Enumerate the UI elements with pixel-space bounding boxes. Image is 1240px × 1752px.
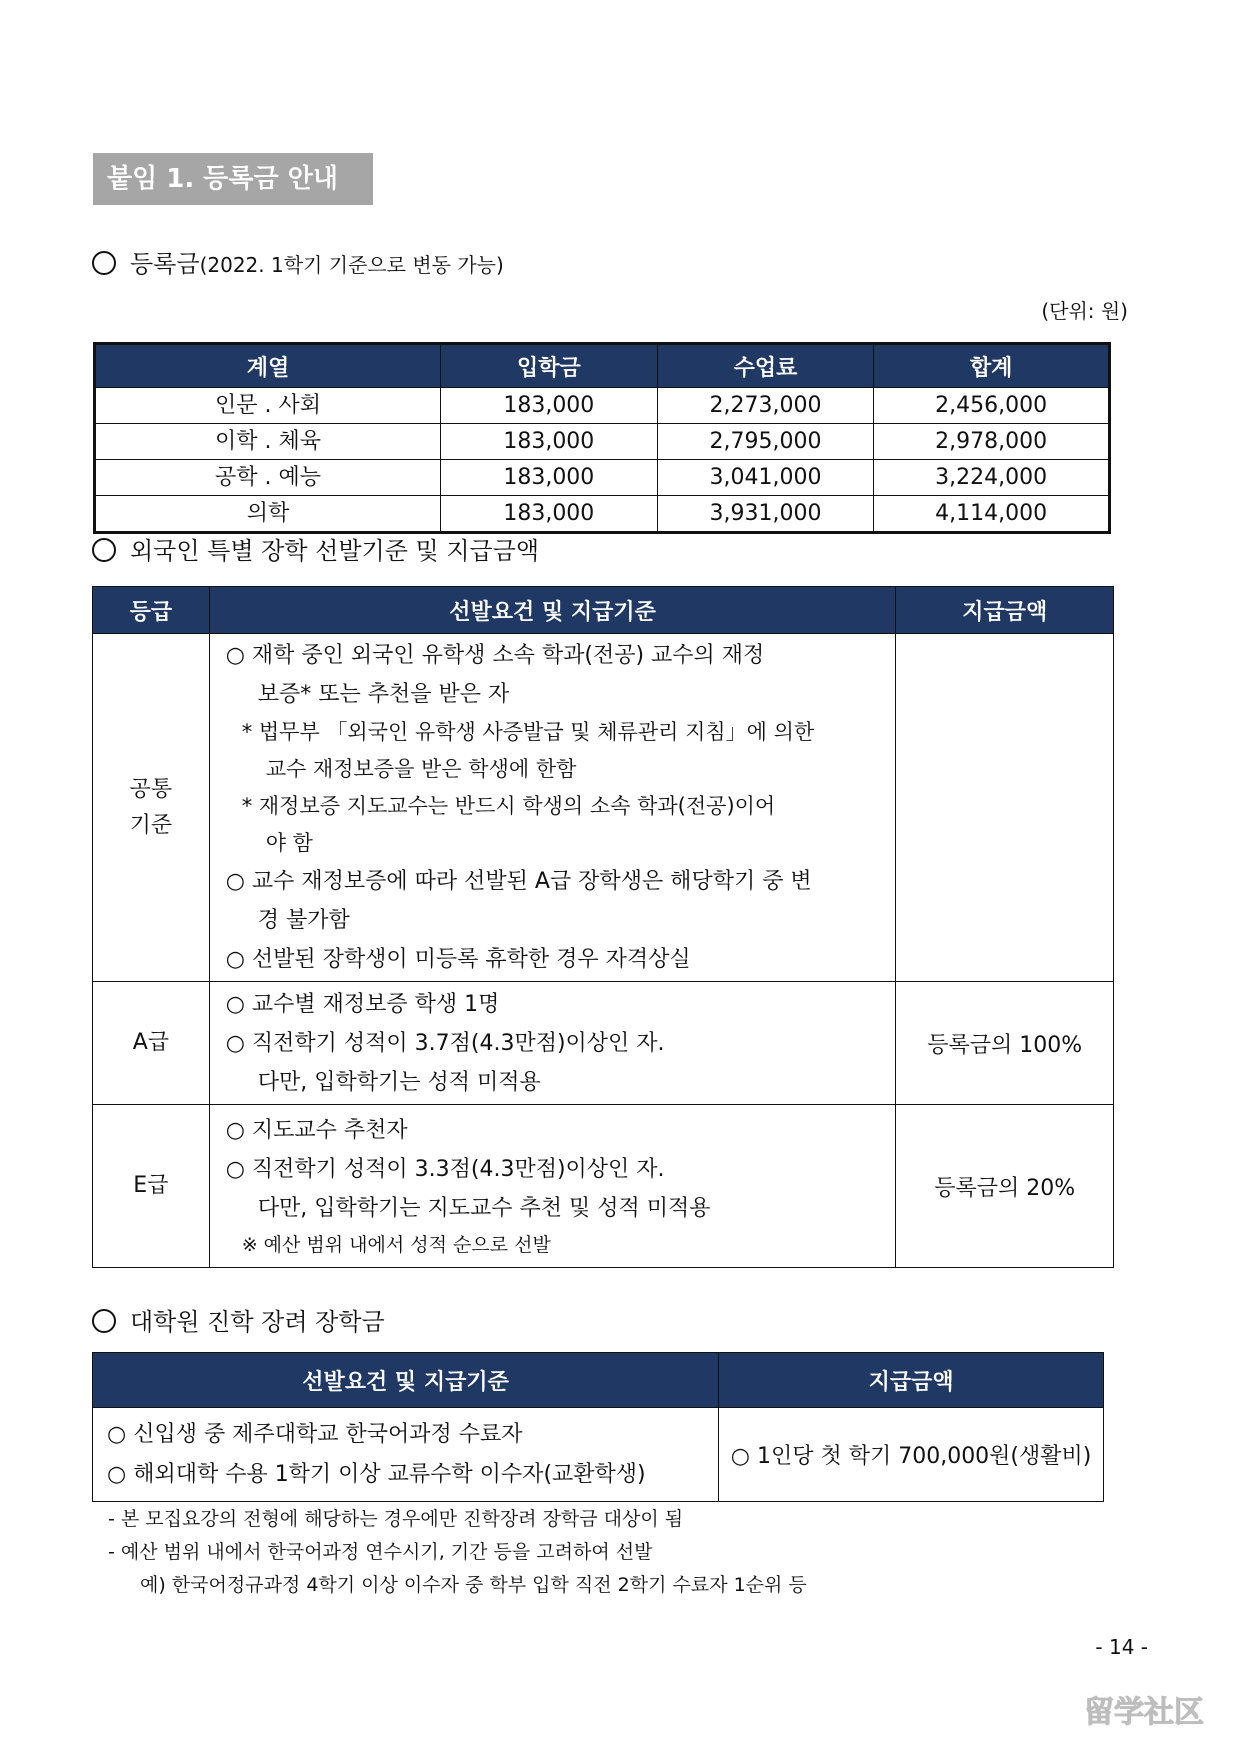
section3-title: 대학원 진학 장려 장학금 — [130, 1308, 385, 1336]
cell: 의학 — [95, 496, 441, 533]
section2-heading — [92, 535, 539, 567]
criteria-footnote: * 법무부 「외국인 유학생 사증발급 및 체류관리 지침」에 의한 — [241, 720, 815, 744]
cell: 183,000 — [441, 424, 658, 460]
col-header: 지급금액 — [896, 587, 1114, 634]
criteria-cell — [93, 1408, 719, 1502]
col-header: 등급 — [93, 587, 210, 634]
col-header: 지급금액 — [719, 1353, 1104, 1408]
cell: 3,224,000 — [874, 460, 1110, 496]
cell: 183,000 — [441, 388, 658, 424]
cell: 공학 . 예능 — [95, 460, 441, 496]
col-header: 선발요건 및 지급기준 — [209, 587, 896, 634]
col-header: 선발요건 및 지급기준 — [93, 1353, 719, 1408]
criteria-line: 다만, 입학학기는 지도교수 추천 및 성적 미적용 — [257, 1195, 711, 1221]
circle-bullet-icon — [92, 538, 116, 562]
table-row — [93, 1105, 1114, 1268]
criteria-line: ○ 지도교수 추천자 — [225, 1117, 408, 1143]
footnote-1: - 본 모집요강의 전형에 해당하는 경우에만 진학장려 장학금 대상이 됨 — [108, 1508, 684, 1530]
footnote-2: - 예산 범위 내에서 한국어과정 연수시기, 기간 등을 고려하여 선발 — [108, 1541, 653, 1563]
criteria-line: ○ 선발된 장학생이 미등록 휴학한 경우 자격상실 — [225, 947, 691, 972]
watermark-logo — [1064, 1682, 1224, 1742]
criteria-footnote: * 재정보증 지도교수는 반드시 학생의 소속 학과(전공)이어 — [241, 794, 776, 818]
scholarship-criteria-table — [92, 586, 1114, 1268]
cell: 2,978,000 — [874, 424, 1110, 460]
amount-cell: ○ 1인당 첫 학기 700,000원(생활비) — [719, 1408, 1104, 1502]
criteria-line: ○ 직전학기 성적이 3.3점(4.3만점)이상인 자. — [225, 1156, 665, 1182]
section3-heading — [92, 1306, 385, 1338]
graduate-scholarship-table — [92, 1352, 1104, 1502]
table-row — [95, 460, 1110, 496]
criteria-line: ○ 교수별 재정보증 학생 1명 — [225, 991, 500, 1017]
cell: 2,795,000 — [657, 424, 874, 460]
cell: 3,041,000 — [657, 460, 874, 496]
appendix-title: 붙임 1. 등록금 안내 — [93, 153, 373, 205]
table-row — [93, 982, 1114, 1105]
col-header: 입학금 — [441, 344, 658, 388]
page-number: - 14 - — [1095, 1635, 1148, 1659]
criteria-line: ○ 재학 중인 외국인 유학생 소속 학과(전공) 교수의 재정 — [225, 643, 765, 668]
grade-label: 공통 — [129, 776, 173, 802]
criteria-line: ○ 교수 재정보증에 따라 선발된 A급 장학생은 해당학기 중 변 — [225, 869, 812, 894]
table-header-row — [93, 587, 1114, 634]
table-header-row — [93, 1353, 1104, 1408]
cell: 183,000 — [441, 460, 658, 496]
criteria-line: ○ 직전학기 성적이 3.7점(4.3만점)이상인 자. — [225, 1030, 665, 1056]
criteria-line: ○ 신입생 중 제주대학교 한국어과정 수료자 — [107, 1421, 523, 1447]
grade-cell — [93, 634, 210, 982]
unit-label: (단위: 원) — [1041, 299, 1128, 323]
cell: 2,273,000 — [657, 388, 874, 424]
cell: 183,000 — [441, 496, 658, 533]
section1-subtitle: (2022. 1학기 기준으로 변동 가능) — [199, 253, 504, 277]
cell: 2,456,000 — [874, 388, 1110, 424]
criteria-line: 다만, 입학학기는 성적 미적용 — [257, 1069, 541, 1095]
col-header: 계열 — [95, 344, 441, 388]
table-row — [95, 496, 1110, 533]
criteria-line: 보증* 또는 추천을 받은 자 — [257, 682, 510, 707]
circle-bullet-icon — [92, 251, 116, 275]
tuition-table — [93, 342, 1111, 534]
cell: 이학 . 체육 — [95, 424, 441, 460]
section1-heading — [92, 248, 504, 281]
table-row — [93, 634, 1114, 982]
criteria-cell — [209, 1105, 896, 1268]
grade-cell: A급 — [93, 982, 210, 1105]
table-row — [93, 1408, 1104, 1502]
grade-label: 기준 — [129, 812, 173, 838]
cell: 인문 . 사회 — [95, 388, 441, 424]
section1-title: 등록금 — [130, 250, 200, 278]
criteria-line: 경 불가함 — [257, 908, 350, 933]
table-row — [95, 388, 1110, 424]
criteria-line: ○ 해외대학 수용 1학기 이상 교류수학 이수자(교환학생) — [107, 1461, 646, 1487]
table-row — [95, 424, 1110, 460]
amount-cell: 등록금의 100% — [896, 982, 1114, 1105]
criteria-footnote: 야 함 — [265, 831, 313, 855]
amount-cell — [896, 634, 1114, 982]
circle-bullet-icon — [92, 1309, 116, 1333]
cell: 3,931,000 — [657, 496, 874, 533]
criteria-cell — [209, 982, 896, 1105]
svg-text:留学社区: 留学社区 — [1084, 1695, 1204, 1730]
cell: 4,114,000 — [874, 496, 1110, 533]
col-header: 합계 — [874, 344, 1110, 388]
footnote-3: 예) 한국어정규과정 4학기 이상 이수자 중 학부 입학 직전 2학기 수료자 1순위 등 — [140, 1574, 807, 1596]
criteria-cell — [209, 634, 896, 982]
col-header: 수업료 — [657, 344, 874, 388]
section2-title: 외국인 특별 장학 선발기준 및 지급금액 — [130, 537, 540, 565]
criteria-note: ※ 예산 범위 내에서 성적 순으로 선발 — [241, 1233, 551, 1256]
grade-cell: E급 — [93, 1105, 210, 1268]
criteria-footnote: 교수 재정보증을 받은 학생에 한함 — [265, 757, 577, 781]
amount-cell: 등록금의 20% — [896, 1105, 1114, 1268]
table-header-row — [95, 344, 1110, 388]
